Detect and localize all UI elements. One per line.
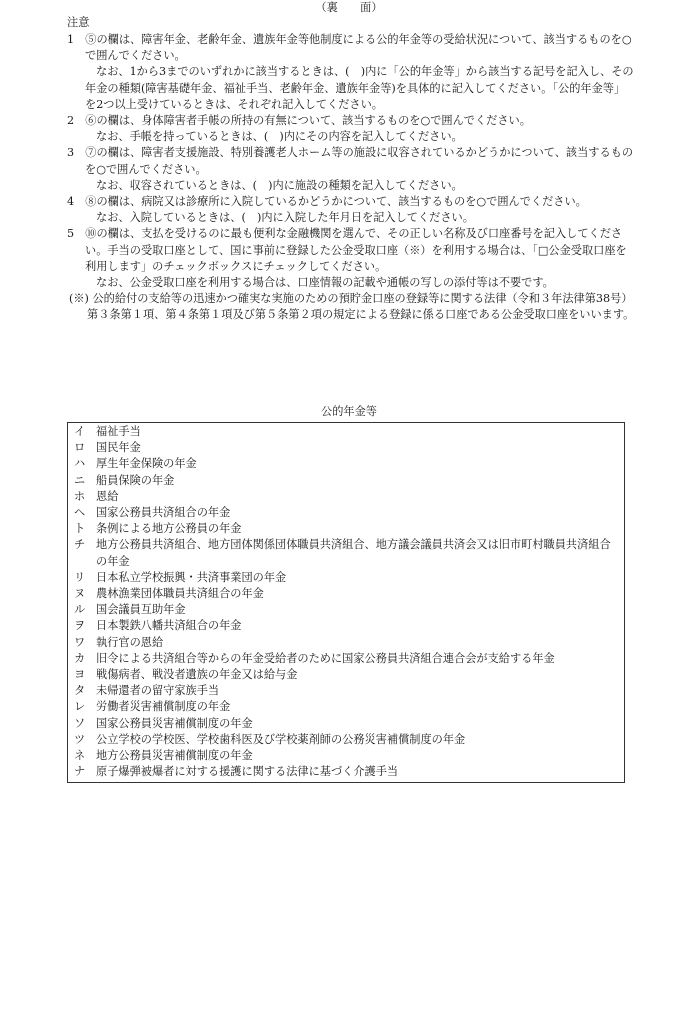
notes-section	[67, 32, 635, 324]
note-main: 4 ⑧の欄は、病院又は診療所に入院しているかどうかについて、該当するものを○で囲んでください。	[67, 195, 587, 209]
table-row	[74, 602, 620, 618]
note-main: 2 ⑥の欄は、身体障害者手帳の所持の有無について、該当するものを○で囲んでください。	[67, 114, 531, 128]
row-text: 船員保険の年金	[96, 473, 175, 487]
note-main: 5 ⑩の欄は、支払を受けるのに最も便利な金融機関を選んで、その正しい名称及び口座番号を記入してください。手当の受取口座として、国に事前に登録した公金受取口座（※）を利用する場合は、「□公金受取口座を利用します」のチェックボックスにチェックしてください。	[67, 227, 627, 273]
row-key: カ	[74, 651, 86, 665]
table-row	[74, 683, 620, 699]
pension-table	[67, 422, 625, 783]
note-sub: なお、1から3までのいずれかに該当するときは、( )内に「公的年金等」から該当する記号を記入し、その年金の種類(障害基礎年金、福祉手当、老齢年金、遺族年金等)を具体的に記入してください。「公的年金等」を2つ以上受けているときは、それぞれ記入してください。	[85, 65, 634, 111]
note-main: 1 ⑤の欄は、障害年金、老齢年金、遺族年金等他制度による公的年金等の受給状況について、該当するものを○で囲んでください。	[67, 33, 632, 63]
note-sub: なお、収容されているときは、( )内に施設の種類を記入してください。	[96, 178, 463, 192]
row-text: 執行官の恩給	[96, 635, 164, 649]
row-text: 厚生年金保険の年金	[96, 457, 197, 471]
row-key: ワ	[74, 635, 86, 649]
row-key: ル	[74, 603, 86, 617]
row-text: 農林漁業団体職員共済組合の年金	[96, 587, 264, 601]
row-key: ヨ	[74, 668, 86, 682]
row-key: ヲ	[74, 619, 86, 633]
row-text: 公立学校の学校医、学校歯科医及び学校薬剤師の公務災害補償制度の年金	[96, 732, 466, 746]
row-key: リ	[74, 570, 86, 584]
table-row	[74, 537, 620, 569]
row-key: ニ	[74, 473, 86, 487]
table-row	[74, 651, 620, 667]
footnote: (※) 公的給付の支給等の迅速かつ確実な実施のための預貯金口座の登録等に関する法律（令和３年法律第38号）第３条第１項、第４条第１項及び第５条第２項の規定による登録に係る口座である公金受取口座をいいます。	[69, 292, 635, 322]
note-sub: なお、公金受取口座を利用する場合は、口座情報の記載や通帳の写しの添付等は不要です。	[96, 276, 554, 290]
table-title: 公的年金等	[321, 405, 377, 418]
row-text: 原子爆弾被爆者に対する援護に関する法律に基づく介護手当	[96, 765, 399, 779]
note-item-4	[67, 194, 635, 226]
row-key: ネ	[74, 749, 86, 763]
row-key: ロ	[74, 441, 86, 455]
row-text: 労働者災害補償制度の年金	[96, 700, 231, 714]
table-row	[74, 748, 620, 764]
row-key: ソ	[74, 716, 86, 730]
row-text: 福祉手当	[96, 425, 141, 438]
table-row	[74, 456, 620, 472]
table-row	[74, 635, 620, 651]
note-sub: なお、入院しているときは、( )内に入院した年月日を記入してください。	[96, 211, 474, 225]
table-row	[74, 716, 620, 732]
note-item-3	[67, 145, 635, 194]
note-item-5	[67, 226, 635, 291]
row-text: 未帰還者の留守家族手当	[96, 684, 220, 698]
row-key: タ	[74, 684, 86, 698]
row-key: ヌ	[74, 587, 86, 601]
table-row	[74, 764, 620, 780]
row-text: 国民年金	[96, 441, 141, 455]
row-key: ヘ	[74, 506, 86, 520]
table-row	[74, 618, 620, 634]
row-text: 旧令による共済組合等からの年金受給者のために国家公務員共済組合連合会が支給する年金	[96, 651, 555, 665]
row-key: ト	[74, 522, 86, 536]
note-main: 3 ⑦の欄は、障害者支援施設、特別養護老人ホーム等の施設に収容されているかどうかについて、該当するものを○で囲んでください。	[67, 146, 634, 176]
table-row	[74, 505, 620, 521]
table-row	[74, 473, 620, 489]
row-text: 戦傷病者、戦没者遺族の年金又は給与金	[96, 668, 298, 682]
table-row	[74, 489, 620, 505]
table-row	[74, 521, 620, 537]
row-key: ナ	[74, 765, 86, 779]
row-text: 条例による地方公務員の年金	[96, 522, 242, 536]
row-key: ツ	[74, 732, 86, 746]
row-text: 国会議員互助年金	[96, 603, 186, 617]
row-text: 国家公務員共済組合の年金	[96, 506, 231, 520]
table-row	[74, 732, 620, 748]
row-text: 国家公務員災害補償制度の年金	[96, 716, 253, 730]
row-key: イ	[74, 425, 86, 438]
row-key: ホ	[74, 489, 86, 503]
row-text: 日本私立学校振興・共済事業団の年金	[96, 570, 287, 584]
table-row	[74, 424, 620, 440]
page-side-label: （裏 面）	[315, 1, 383, 14]
row-text: 地方公務員災害補償制度の年金	[96, 749, 253, 763]
note-sub: なお、手帳を持っているときは、( )内にその内容を記入してください。	[96, 130, 463, 144]
table-row	[74, 667, 620, 683]
row-key: レ	[74, 700, 86, 714]
row-text: 恩給	[96, 489, 119, 503]
note-item-1	[67, 32, 635, 113]
note-item-2	[67, 113, 635, 145]
table-row	[74, 570, 620, 586]
notes-heading: 注意	[67, 16, 90, 29]
table-row	[74, 586, 620, 602]
row-text: 日本製鉄八幡共済組合の年金	[96, 619, 242, 633]
row-text: 地方公務員共済組合、地方団体関係団体職員共済組合、地方議会議員共済会又は旧市町村職員共済組合の年金	[96, 538, 611, 568]
table-row	[74, 440, 620, 456]
table-row	[74, 699, 620, 715]
row-key: ハ	[74, 457, 86, 471]
row-key: チ	[74, 538, 86, 552]
